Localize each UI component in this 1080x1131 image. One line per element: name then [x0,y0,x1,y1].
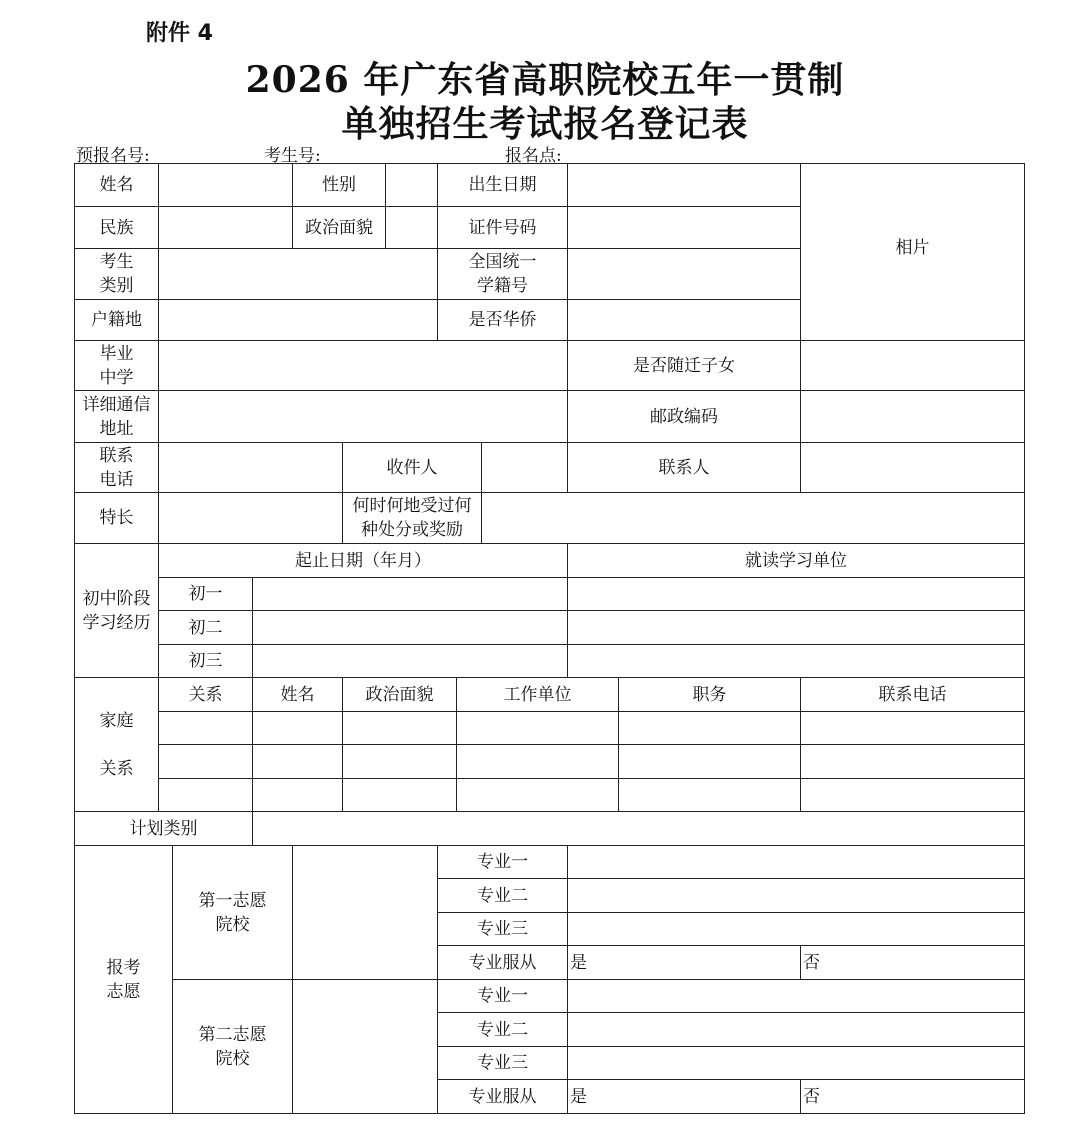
family-political-field[interactable] [343,745,457,779]
postcode-label: 邮政编码 [568,391,801,443]
family-workplace-field[interactable] [457,779,619,812]
family-workplace-field[interactable] [457,712,619,745]
second-choice-obey-yes[interactable]: 是 [568,1080,801,1114]
id-number-label: 证件号码 [438,207,568,249]
address-field[interactable] [159,391,568,443]
grade-1-label: 初一 [159,578,253,611]
grade-1-dates-field[interactable] [253,578,568,611]
political-status-field[interactable] [386,207,438,249]
family-workplace-field[interactable] [457,745,619,779]
first-choice-major-2-label: 专业二 [438,879,568,913]
specialty-field[interactable] [159,493,343,544]
student-number-label: 全国统一 学籍号 [438,249,568,300]
graduation-school-label: 毕业 中学 [75,341,159,391]
birth-date-field[interactable] [568,164,801,207]
gender-field[interactable] [386,164,438,207]
first-choice-major-3-field[interactable] [568,913,1025,946]
grade-2-school-field[interactable] [568,611,1025,645]
study-dates-header: 起止日期（年月） [159,544,568,578]
form-title-line1: 2026 年广东省高职院校五年一贯制 [245,59,845,101]
ethnicity-label: 民族 [75,207,159,249]
id-number-field[interactable] [568,207,801,249]
migrant-child-label: 是否随迁子女 [568,341,801,391]
address-label: 详细通信 地址 [75,391,159,443]
first-choice-label: 第一志愿 院校 [173,846,293,980]
family-col-political: 政治面貌 [343,678,457,712]
second-choice-obey-label: 专业服从 [438,1080,568,1114]
first-choice-major-2-field[interactable] [568,879,1025,913]
overseas-chinese-field[interactable] [568,300,801,341]
ethnicity-field[interactable] [159,207,293,249]
first-choice-school-field[interactable] [293,846,438,980]
family-position-field[interactable] [619,712,801,745]
photo-label: 相片 [895,238,930,258]
second-choice-major-2-label: 专业二 [438,1013,568,1047]
second-choice-label: 第二志愿 院校 [173,980,293,1114]
second-choice-major-3-label: 专业三 [438,1047,568,1080]
grade-3-dates-field[interactable] [253,645,568,678]
graduation-school-field[interactable] [159,341,568,391]
form-title-line2: 单独招生考试报名登记表 [341,103,749,145]
grade-2-label: 初二 [159,611,253,645]
grade-3-school-field[interactable] [568,645,1025,678]
family-col-workplace: 工作单位 [457,678,619,712]
family-row [75,712,1025,745]
candidate-type-field[interactable] [159,249,438,300]
family-political-field[interactable] [343,779,457,812]
family-col-name: 姓名 [253,678,343,712]
second-choice-school-field[interactable] [293,980,438,1114]
first-choice-major-3-label: 专业三 [438,913,568,946]
plan-type-label: 计划类别 [75,812,253,846]
family-col-relation: 关系 [159,678,253,712]
exam-number-label: 考生号: [264,146,321,166]
family-col-position: 职务 [619,678,801,712]
study-history-label: 初中阶段 学习经历 [75,544,159,678]
study-school-header: 就读学习单位 [568,544,1025,578]
preferences-label: 报考 志愿 [75,846,173,1114]
award-punishment-field[interactable] [482,493,1025,544]
family-name-field[interactable] [253,745,343,779]
grade-1-school-field[interactable] [568,578,1025,611]
family-phone-field[interactable] [801,779,1025,812]
birth-date-label: 出生日期 [438,164,568,207]
second-choice-major-2-field[interactable] [568,1013,1025,1047]
family-position-field[interactable] [619,745,801,779]
family-name-field[interactable] [253,712,343,745]
family-relation-field[interactable] [159,712,253,745]
registration-site-label: 报名点: [505,146,562,166]
first-choice-major-1-field[interactable] [568,846,1025,879]
family-row [75,745,1025,779]
phone-label: 联系 电话 [75,443,159,493]
recipient-field[interactable] [482,443,568,493]
second-choice-obey-no[interactable]: 否 [801,1080,1025,1114]
name-field[interactable] [159,164,293,207]
grade-3-label: 初三 [159,645,253,678]
first-choice-major-1-label: 专业一 [438,846,568,879]
second-choice-major-3-field[interactable] [568,1047,1025,1080]
overseas-chinese-label: 是否华侨 [438,300,568,341]
postcode-field[interactable] [801,391,1025,443]
family-relation-field[interactable] [159,779,253,812]
contact-person-label: 联系人 [568,443,801,493]
candidate-type-label: 考生 类别 [75,249,159,300]
family-phone-field[interactable] [801,745,1025,779]
family-name-field[interactable] [253,779,343,812]
specialty-label: 特长 [75,493,159,544]
award-punishment-label: 何时何地受过何 种处分或奖励 [343,493,482,544]
first-choice-obey-no[interactable]: 否 [801,946,1025,980]
phone-field[interactable] [159,443,343,493]
attachment-label: 附件 4 [146,21,213,46]
grade-2-dates-field[interactable] [253,611,568,645]
family-phone-field[interactable] [801,712,1025,745]
student-number-field[interactable] [568,249,801,300]
pre-registration-number-label: 预报名号: [76,146,150,166]
family-political-field[interactable] [343,712,457,745]
family-col-phone: 联系电话 [801,678,1025,712]
political-status-label: 政治面貌 [293,207,386,249]
plan-type-field[interactable] [253,812,1025,846]
second-choice-major-1-label: 专业一 [438,980,568,1013]
first-choice-obey-yes[interactable]: 是 [568,946,801,980]
second-choice-major-1-field[interactable] [568,980,1025,1013]
registration-form-table [74,163,1025,1114]
hukou-field[interactable] [159,300,438,341]
first-choice-obey-label: 专业服从 [438,946,568,980]
family-position-field[interactable] [619,779,801,812]
contact-person-field[interactable] [801,443,1025,493]
family-label: 家庭 关系 [75,678,159,812]
family-row [75,779,1025,812]
migrant-child-field[interactable] [801,341,1025,391]
recipient-label: 收件人 [343,443,482,493]
family-relation-field[interactable] [159,745,253,779]
gender-label: 性别 [293,164,386,207]
name-label: 姓名 [75,164,159,207]
photo-box[interactable] [801,164,1025,341]
hukou-label: 户籍地 [75,300,159,341]
